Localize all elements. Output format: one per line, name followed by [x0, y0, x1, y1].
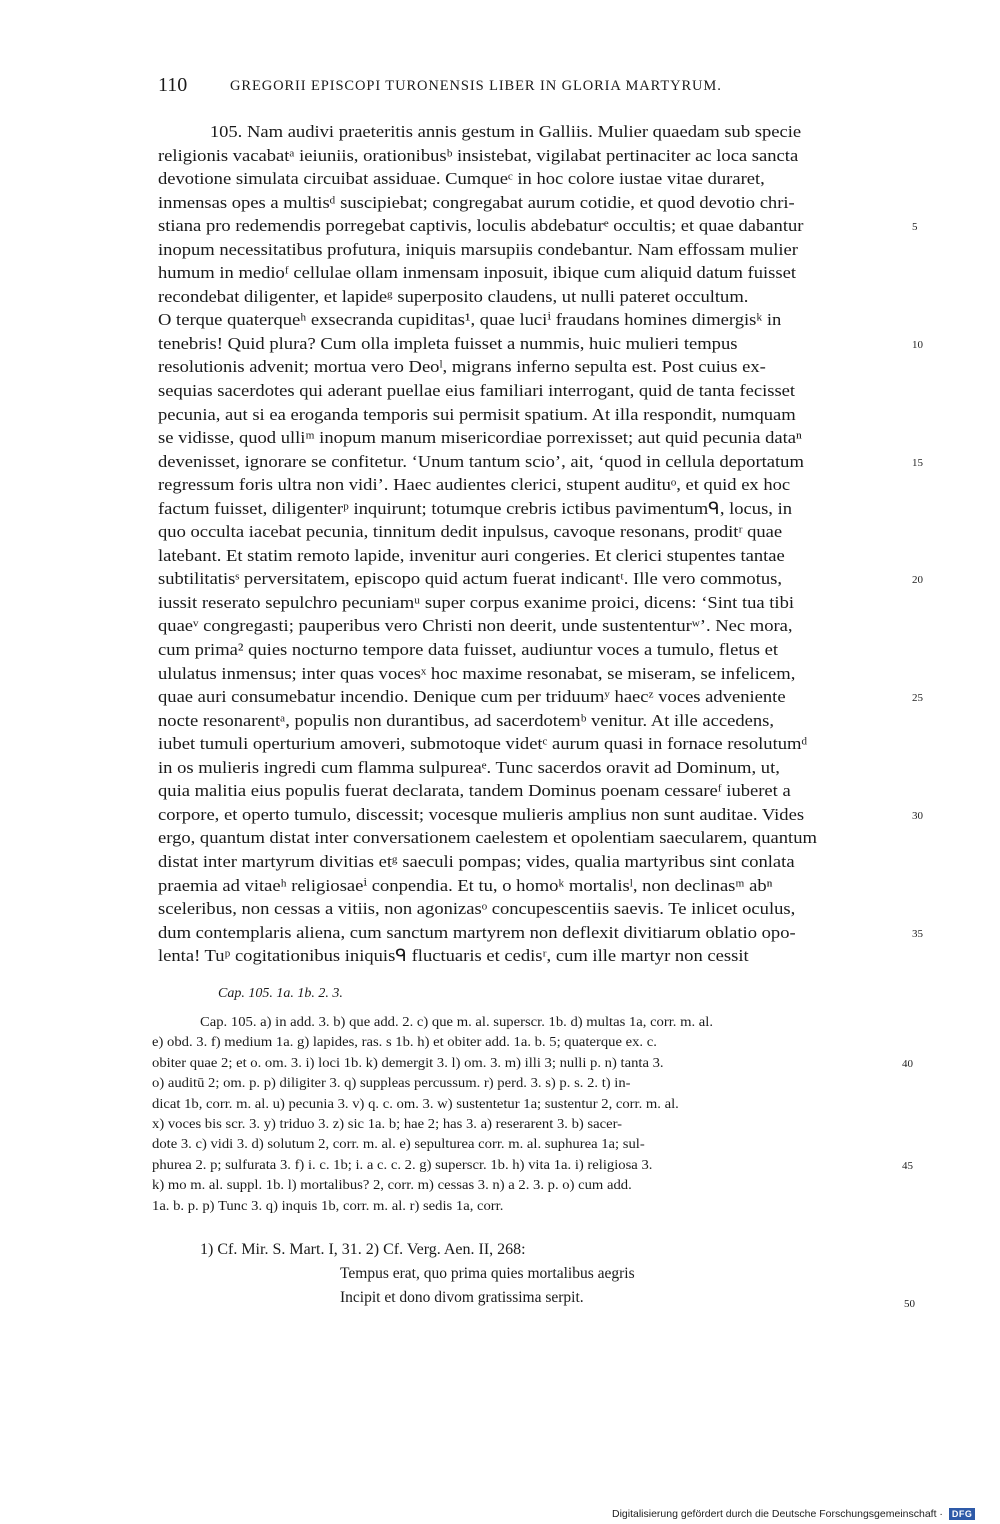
text-line	[158, 144, 904, 168]
apparatus-line	[152, 1053, 913, 1073]
text-line	[158, 638, 904, 662]
text-line	[158, 756, 904, 780]
line-number: 20	[912, 574, 923, 587]
text-line-content: factum fuisset, diligenterᵖ inquirunt; totumque crebris ictibus pavimentumᑫ, locus, in	[158, 498, 793, 518]
text-line	[158, 473, 904, 497]
text-line-content: pecunia, aut si ea eroganda temporis sui permisit spatium. At illa respondit, numquam	[158, 404, 796, 424]
reference-citations: 1) Cf. Mir. S. Mart. I, 31. 2) Cf. Verg. Aen. II, 268:	[200, 1241, 526, 1258]
text-line	[158, 191, 904, 215]
text-line	[158, 332, 923, 356]
text-line	[158, 214, 918, 238]
line-number: 5	[912, 221, 918, 234]
apparatus-line	[152, 1032, 904, 1052]
text-line	[158, 426, 904, 450]
text-line	[158, 450, 923, 474]
text-line-content: in os mulieris ingredi cum flamma sulpureaᵉ. Tunc sacerdos oravit ad Dominum, ut,	[158, 757, 780, 777]
line-number: 40	[902, 1057, 913, 1070]
text-line-content: stiana pro redemendis porregebat captivis, loculis abdebaturᵉ occultis; et quae dabantur	[158, 216, 804, 236]
footer-credit	[612, 1508, 975, 1520]
line-number-50: 50	[904, 1298, 915, 1310]
text-line-content: sceleribus, non cessas a vitiis, non agonizasᵒ concupescentiis saevis. Te inlicet oculus,	[158, 899, 796, 919]
text-line-content: ergo, quantum distat inter conversationem caelestem et opolentiam saecularem, quantum	[158, 828, 817, 848]
references	[200, 1238, 904, 1310]
main-text	[158, 120, 923, 968]
text-line	[158, 850, 904, 874]
page-header	[158, 74, 904, 102]
text-line-content: quia malitia eius populis fuerat declarata, tandem Dominus poenam cessareᶠ iuberet a	[158, 781, 791, 801]
apparatus-line-content: dicat 1b, corr. m. al. u) pecunia 3. v) q. c. om. 3. w) sustentetur 1a; sustentur 2, corr. m. al.	[152, 1095, 679, 1111]
text-line-content: humum in medioᶠ cellulae ollam inmensam inposuit, ibique cum aliquid datum fuisset	[158, 263, 796, 283]
text-line-content: tenebris! Quid plura? Cum olla impleta fuisset a nummis, huic mulieri tempus	[158, 333, 738, 353]
text-line-content: se vidisse, quod ulliᵐ inopum manum misericordiae porrexisset; aut quid pecunia dataⁿ	[158, 428, 802, 448]
text-line-content: latebant. Et statim remoto lapide, invenitur auri congeries. Et clerici stupentes tantae	[158, 545, 785, 565]
text-line-content: quo occulta iacebat pecunia, tinnitum dedit inpulsus, cavoque resonans, proditʳ quae	[158, 522, 783, 542]
text-line-content: religionis vacabatᵃ ieiuniis, orationibusᵇ insistebat, vigilabat pertinaciter ac loca sancta	[158, 145, 799, 165]
text-line-content: ululatus inmensus; inter quas vocesˣ hoc maxime resonabat, se miseram, se infelicem,	[158, 663, 796, 683]
line-number: 25	[912, 692, 923, 705]
page-number: 110	[158, 74, 188, 96]
apparatus-line-content: e) obd. 3. f) medium 1a. g) lapides, ras. s 1b. h) et obiter add. 1a. b. 5; quaterque ex. c.	[152, 1034, 657, 1050]
apparatus-line	[152, 1094, 904, 1114]
text-line-content: O terque quaterqueʰ exsecranda cupiditas¹, quae luciⁱ fraudans homines dimergisᵏ in	[158, 310, 782, 330]
apparatus-line	[152, 1155, 913, 1175]
text-line	[158, 120, 904, 144]
apparatus-line-content: 1a. b. p. p) Tunc 3. q) inquis 1b, corr. m. al. r) sedis 1a, corr.	[152, 1197, 504, 1213]
line-number: 35	[912, 927, 923, 940]
text-line	[158, 591, 904, 615]
witness-sigla: Cap. 105. 1a. 1b. 2. 3.	[218, 986, 343, 1001]
text-line-content: inopum necessitatibus profutura, iniquis marsupiis condebantur. Nam effossam mulier	[158, 239, 798, 259]
critical-apparatus	[152, 1012, 913, 1216]
text-line-content: sequias sacerdotes qui aderant puellae eius familiari interrogant, quid de tanta fecisset	[158, 381, 796, 401]
text-line	[158, 544, 904, 568]
text-line-content: distat inter martyrum divitias etᵍ saeculi pompas; vides, qualia martyribus sint conlata	[158, 851, 795, 871]
text-line	[158, 826, 904, 850]
text-line-content: 105. Nam audivi praeteritis annis gestum in Galliis. Mulier quaedam sub specie	[209, 122, 802, 141]
text-line-content: subtilitatisˢ perversitatem, episcopo quid actum fuerat indicantᵗ. Ille vero commotus,	[158, 569, 783, 589]
text-line	[158, 921, 923, 945]
verse-quote-line-2: Incipit et dono divom gratissima serpit.	[340, 1289, 584, 1306]
text-line	[158, 803, 923, 827]
text-line	[158, 662, 904, 686]
apparatus-line-content: k) mo m. al. suppl. 1b. l) mortalibus? 2, corr. m) cessas 3. n) a 2. 3. p. o) cum add.	[152, 1177, 632, 1193]
text-line-content: cum prima² quies nocturno tempore data fuisset, audiuntur voces a tumulo, fletus et	[158, 640, 779, 660]
text-line-content: dum contemplaris aliena, cum sanctum martyrem non deflexit divitiarum oblatio opo-	[158, 922, 796, 942]
text-line	[158, 944, 904, 968]
text-line-content: devotione simulata circuibat assiduae. Cumqueᶜ in hoc colore iustae vitae duraret,	[158, 169, 765, 189]
text-line	[158, 520, 904, 544]
apparatus-line	[152, 1196, 904, 1216]
text-line-content: lenta! Tuᵖ cogitationibus iniquisᑫ fluctuaris et cedisʳ, cum ille martyr non cessit	[158, 946, 749, 966]
text-line-content: recondebat diligenter, et lapideᵍ superposito claudens, ut nulli pateret occultum.	[158, 286, 749, 306]
apparatus-line	[152, 1114, 904, 1134]
text-line	[158, 732, 904, 756]
text-line-content: corpore, et operto tumulo, discessit; vocesque mulieris amplius non sunt auditae. Vides	[158, 804, 805, 824]
apparatus-line	[152, 1012, 904, 1032]
text-line	[158, 379, 904, 403]
text-line	[158, 308, 904, 332]
text-line	[158, 567, 923, 591]
text-line-content: quae auri consumebatur incendio. Denique cum per triduumʸ haecᶻ voces adveniente	[158, 687, 786, 707]
text-line	[158, 261, 904, 285]
text-line	[158, 167, 904, 191]
text-line	[158, 403, 904, 427]
text-line	[158, 355, 904, 379]
text-line-content: inmensas opes a multisᵈ suscipiebat; congregabat aurum cotidie, et quod devotio chri-	[158, 192, 795, 212]
verse-quote-line-1: Tempus erat, quo prima quies mortalibus aegris	[340, 1265, 635, 1282]
text-line	[158, 497, 904, 521]
line-number: 10	[912, 338, 923, 351]
text-line-content: nocte resonarentᵃ, populis non durantibus, ad sacerdotemᵇ venitur. At ille accedens,	[158, 710, 774, 730]
apparatus-line	[152, 1073, 904, 1093]
text-line	[158, 779, 904, 803]
apparatus-line-content: obiter quae 2; et o. om. 3. i) loci 1b. k) demergit 3. l) om. 3. m) illi 3; nulli p. n) tanta 3.	[152, 1054, 664, 1070]
apparatus-line-content: o) auditū 2; om. p. p) diligiter 3. q) suppleas percussum. r) perd. 3. s) p. s. 2. t) in-	[152, 1075, 631, 1091]
text-line-content: quaeᵛ congregasti; pauperibus vero Christi non deerit, unde sustententurʷ’. Nec mora,	[158, 616, 793, 636]
dfg-logo: DFG	[949, 1508, 976, 1520]
line-number: 30	[912, 809, 923, 822]
footer-text: Digitalisierung gefördert durch die Deutsche Forschungsgemeinschaft ·	[612, 1508, 943, 1520]
apparatus-line-content: phurea 2. p; sulfurata 3. f) i. c. 1b; i. a c. c. 2. g) superscr. 1b. h) vita 1a. i) religiosa 3.	[152, 1156, 653, 1172]
text-line-content: iubet tumuli operturium amoveri, submotoque videtᶜ aurum quasi in fornace resolutumᵈ	[158, 734, 808, 754]
apparatus-line	[152, 1175, 904, 1195]
apparatus-line-content: x) voces bis scr. 3. y) triduo 3. z) sic 1a. b; hae 2; has 3. a) reserarent 3. b) sacer-	[152, 1115, 623, 1131]
apparatus-line	[152, 1134, 904, 1154]
line-number: 15	[912, 456, 923, 469]
running-title: GREGORII EPISCOPI TURONENSIS LIBER IN GLORIA MARTYRUM.	[230, 78, 722, 94]
text-line	[158, 238, 904, 262]
line-number: 45	[902, 1159, 913, 1172]
apparatus-line-content: dote 3. c) vidi 3. d) solutum 2, corr. m. al. e) sepulturea corr. m. al. suphurea 1a; sul-	[152, 1136, 645, 1152]
text-line-content: resolutionis advenit; mortua vero Deoˡ, migrans inferno sepulta est. Post cuius ex-	[158, 357, 766, 377]
text-line-content: praemia ad vitaeʰ religiosaeⁱ conpendia. Et tu, o homoᵏ mortalisˡ, non declinasᵐ abⁿ	[158, 875, 773, 895]
text-line	[158, 685, 923, 709]
text-line-content: iussit reserato sepulchro pecuniamᵘ super corpus exanime proici, dicens: ‘Sint tua tibi	[158, 592, 795, 612]
text-line	[158, 709, 904, 733]
text-line	[158, 874, 904, 898]
text-line	[158, 897, 904, 921]
text-line-content: devenisset, ignorare se confitetur. ‘Unum tantum scio’, ait, ‘quod in cellula deportatum	[158, 451, 804, 471]
text-line-content: regressum foris ultra non vidi’. Haec audientes clerici, stupent audituᵒ, et quid ex hoc	[158, 475, 791, 495]
apparatus-line-content: Cap. 105. a) in add. 3. b) que add. 2. c) que m. al. superscr. 1b. d) multas 1a, corr. m. al.	[200, 1014, 714, 1029]
text-line	[158, 614, 904, 638]
text-line	[158, 285, 904, 309]
